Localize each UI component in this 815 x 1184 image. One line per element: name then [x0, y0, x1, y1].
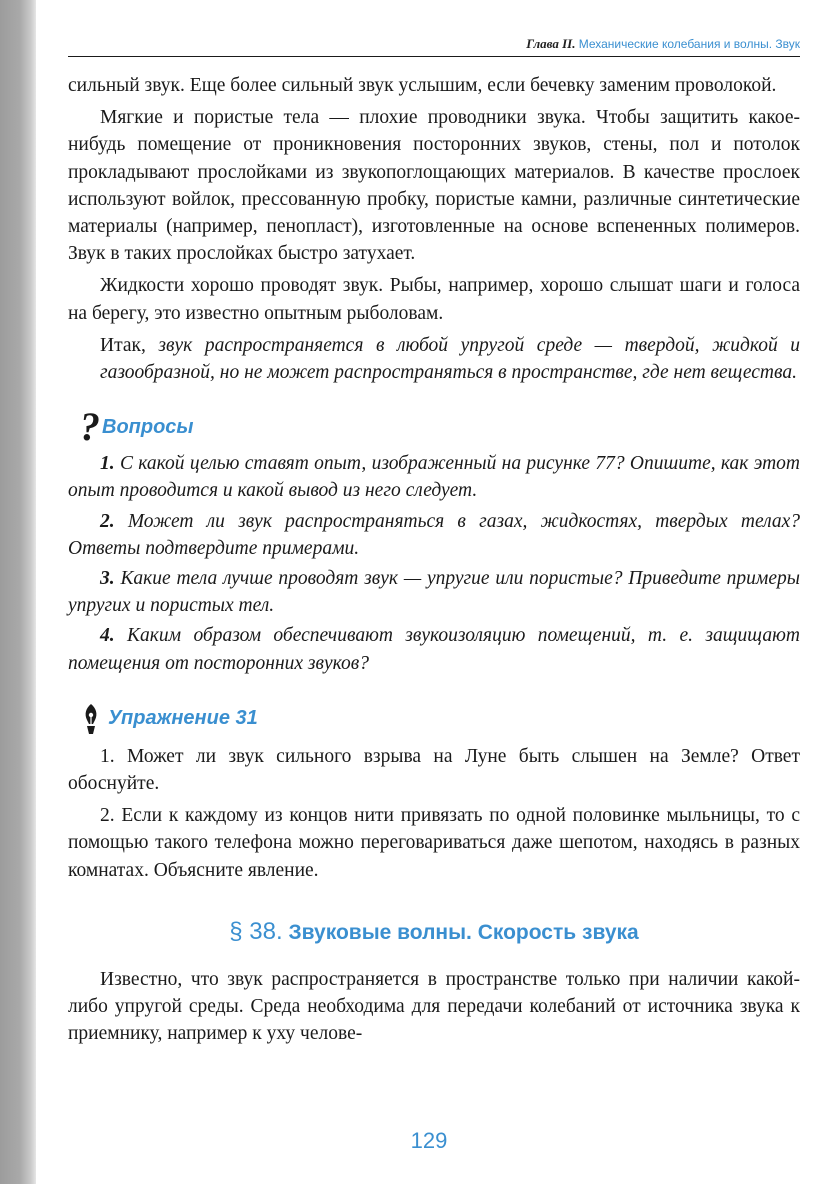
book-spine-shadow — [0, 0, 36, 1184]
book-page — [58, 0, 800, 1184]
paragraph-continuation: сильный звук. Еще более сильный звук услышим, если бечевку заменим проволокой. — [68, 75, 777, 96]
page-body — [68, 72, 800, 1053]
section-number: § 38. — [229, 917, 283, 945]
question-item — [68, 508, 800, 562]
exercise-title: Упражнение 31 — [108, 707, 258, 730]
question-text: Может ли звук распространяться в газах, жидкостях, твердых телах? Ответы подтвердите примерами. — [68, 510, 801, 559]
summary-paragraph — [100, 332, 800, 386]
pen-nib-icon — [80, 703, 102, 735]
question-text: Какие тела лучше проводят звук — упругие или пористые? Приведите примеры упругих и пористых тел. — [68, 568, 800, 617]
summary-lead: Итак, — [100, 334, 146, 356]
question-text: С какой целью ставят опыт, изображенный на рисунке 77? Опишите, как этот опыт проводится и какой вывод из него следует. — [68, 453, 801, 502]
page-number: 129 — [410, 1128, 448, 1153]
section-intro-paragraph: Известно, что звук распространяется в пространстве только при наличии какой-либо упругой среды. Среда необходима для передачи колебаний от источника звука к приемнику, например к уху челове- — [68, 969, 800, 1045]
chapter-label: Глава II. — [526, 36, 576, 51]
questions-title: Вопросы — [102, 415, 194, 438]
running-head — [68, 34, 800, 57]
exercise-item: 2. Если к каждому из концов нити привязать по одной половинке мыльницы, то с помощью такого телефона можно переговариваться даже шепотом, находясь в разных комнатах. Объясните явление. — [68, 805, 800, 881]
exercise-heading — [80, 703, 800, 735]
summary-italic: звук распространяется в любой упругой среде — твердой, жидкой и газообразной, но не может распространяться в пространстве, где нет вещества. — [100, 334, 800, 384]
section-heading — [68, 918, 800, 946]
question-number: 2. — [100, 510, 115, 532]
question-item — [68, 565, 800, 619]
chapter-title: Механические колебания и волны. Звук — [578, 37, 800, 51]
question-number: 4. — [100, 625, 115, 647]
exercise-item: 1. Может ли звук сильного взрыва на Луне быть слышен на Земле? Ответ обоснуйте. — [68, 745, 800, 795]
question-text: Каким образом обеспечивают звукоизоляцию помещений, т. е. защищают помещения от посторонних звуков? — [68, 625, 801, 674]
section-title: Звуковые волны. Скорость звука — [288, 920, 639, 944]
question-number: 1. — [100, 453, 115, 475]
exercise-list — [68, 743, 800, 884]
question-item — [68, 622, 800, 676]
question-mark-icon: ? — [80, 404, 100, 450]
question-item — [68, 450, 800, 504]
question-number: 3. — [100, 568, 115, 590]
paragraph-liquids: Жидкости хорошо проводят звук. Рыбы, например, хорошо слышат шаги и голоса на берегу, это известно опытным рыболовам. — [68, 275, 800, 324]
questions-heading — [80, 404, 800, 450]
paragraph-porous-bodies: Мягкие и пористые тела — плохие проводники звука. Чтобы защитить какое-нибудь помещение от проникновения посторонних звуков, стены, пол и потолок прокладывают прослойками из звукопоглощающих материалов. В качестве прослоек используют войлок, прессованную пробку, пористые камни, различные синтетические материалы (например, пенопласт), изготовленные на основе вспененных полимеров. Звук в таких прослойках быстро затухает. — [68, 107, 800, 265]
questions-list — [68, 450, 800, 677]
